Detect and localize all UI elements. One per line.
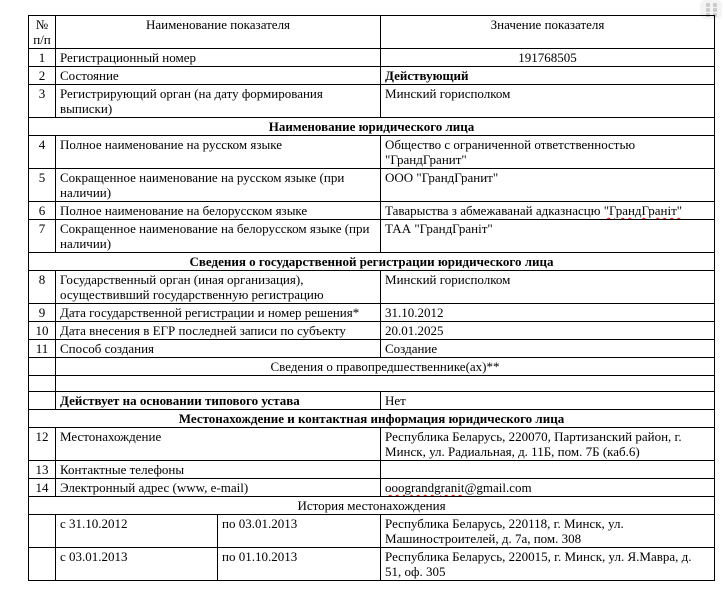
header-num-line2: п/п — [33, 32, 51, 47]
section-title: Местонахождение и контактная информация юридического лица — [29, 410, 715, 428]
section-row-location-history — [29, 497, 715, 515]
row-number: 4 — [29, 136, 56, 169]
table-row — [29, 202, 715, 220]
table-row — [29, 340, 715, 358]
indicator-name: Дата внесения в ЕГР последней записи по субъекту — [56, 322, 381, 340]
short-name-ru-value: ООО "ГрандГранит" — [381, 169, 715, 202]
header-value-col: Значение показателя — [381, 16, 715, 49]
indicator-name: Сокращенное наименование на русском языке (при наличии) — [56, 169, 381, 202]
indicator-name: Электронный адрес (www, e-mail) — [56, 479, 381, 497]
table-row — [29, 304, 715, 322]
registration-number-value: 191768505 — [381, 49, 715, 67]
section-header-location-contacts — [29, 410, 715, 428]
table-row — [29, 428, 715, 461]
row-number: 3 — [29, 85, 56, 118]
header-num-line1: № — [35, 17, 49, 32]
registering-authority-value: Минский горисполком — [381, 85, 715, 118]
spellcheck-marked-text: "ГрандГраніт" — [603, 203, 683, 218]
row-number: 8 — [29, 271, 56, 304]
row-number: 2 — [29, 67, 56, 85]
full-name-by-value — [381, 202, 715, 220]
state-body-value: Минский горисполком — [381, 271, 715, 304]
history-row — [29, 548, 715, 581]
section-title: Наименование юридического лица — [29, 118, 715, 136]
history-address: Республика Беларусь, 220118, г. Минск, ул. Машиностроителей, д. 7а, пом. 308 — [381, 515, 715, 548]
row-number: 13 — [29, 461, 56, 479]
section-row-predecessor — [29, 358, 715, 376]
full-name-ru-value: Общество с ограниченной ответственностью "ГрандГранит" — [381, 136, 715, 169]
row-number: 14 — [29, 479, 56, 497]
registry-extract-table — [28, 15, 715, 581]
header-name-col: Наименование показателя — [56, 16, 381, 49]
charter-value: Нет — [381, 392, 715, 410]
empty-row — [29, 376, 715, 392]
section-title: Сведения о государственной регистрации юридического лица — [29, 253, 715, 271]
drag-handle-dot — [706, 3, 710, 7]
indicator-name: Дата государственной регистрации и номер решения* — [56, 304, 381, 322]
table-row — [29, 49, 715, 67]
table-row — [29, 322, 715, 340]
row-number: 7 — [29, 220, 56, 253]
indicator-name: Местонахождение — [56, 428, 381, 461]
table-row — [29, 461, 715, 479]
row-number: 5 — [29, 169, 56, 202]
table-row — [29, 169, 715, 202]
location-value: Республика Беларусь, 220070, Партизанский район, г. Минск, ул. Радиальная, д. 11Б, пом. 7Б (каб.6) — [381, 428, 715, 461]
creation-method-value: Создание — [381, 340, 715, 358]
drag-handle-dot — [706, 8, 710, 12]
history-to: по 03.01.2013 — [218, 515, 381, 548]
indicator-name: Полное наименование на белорусском языке — [56, 202, 381, 220]
email-value — [381, 479, 715, 497]
email-domain-text: @gmail.com — [464, 480, 532, 495]
table-row — [29, 67, 715, 85]
table-row — [29, 220, 715, 253]
indicator-name: Полное наименование на русском языке — [56, 136, 381, 169]
indicator-name: Регистрационный номер — [56, 49, 381, 67]
history-from: с 31.10.2012 — [56, 515, 218, 548]
table-header-row — [29, 16, 715, 49]
empty-cell — [56, 376, 715, 392]
history-address: Республика Беларусь, 220015, г. Минск, ул. Я.Мавра, д. 51, оф. 305 — [381, 548, 715, 581]
row-number: 12 — [29, 428, 56, 461]
row-number: 9 — [29, 304, 56, 322]
indicator-name: Сокращенное наименование на белорусском языке (при наличии) — [56, 220, 381, 253]
section-title: Сведения о правопредшественнике(ах)** — [56, 358, 715, 376]
empty-number-cell — [29, 515, 56, 548]
indicator-name: Государственный орган (иная организация), осуществивший государственную регистрацию — [56, 271, 381, 304]
history-row — [29, 515, 715, 548]
drag-handle-dot — [713, 8, 717, 12]
table-row — [29, 136, 715, 169]
section-title: История местонахождения — [29, 497, 715, 515]
table-row — [29, 479, 715, 497]
history-to: по 01.10.2013 — [218, 548, 381, 581]
last-record-date-value: 20.01.2025 — [381, 322, 715, 340]
row-number: 1 — [29, 49, 56, 67]
row-number: 10 — [29, 322, 56, 340]
empty-number-cell — [29, 548, 56, 581]
status-value: Действующий — [381, 67, 715, 85]
drag-handle-dot — [713, 3, 717, 7]
header-num-cell — [29, 16, 56, 49]
history-from: с 03.01.2013 — [56, 548, 218, 581]
spellcheck-marked-text: ooograndgranit — [385, 480, 465, 495]
phones-value — [381, 461, 715, 479]
row-number: 11 — [29, 340, 56, 358]
charter-label: Действует на основании типового устава — [56, 392, 381, 410]
section-header-legal-name — [29, 118, 715, 136]
table-row — [29, 271, 715, 304]
registration-date-value: 31.10.2012 — [381, 304, 715, 322]
indicator-name: Способ создания — [56, 340, 381, 358]
row-number: 6 — [29, 202, 56, 220]
section-header-state-registration — [29, 253, 715, 271]
full-name-by-text: Таварыства з абмежаванай адказнасцю — [385, 203, 604, 218]
empty-number-cell — [29, 358, 56, 376]
empty-number-cell — [29, 392, 56, 410]
indicator-name: Регистрирующий орган (на дату формирования выписки) — [56, 85, 381, 118]
table-row — [29, 85, 715, 118]
indicator-name: Контактные телефоны — [56, 461, 381, 479]
table-row — [29, 392, 715, 410]
empty-number-cell — [29, 376, 56, 392]
indicator-name: Состояние — [56, 67, 381, 85]
short-name-by-value: ТАА "ГрандГраніт" — [381, 220, 715, 253]
